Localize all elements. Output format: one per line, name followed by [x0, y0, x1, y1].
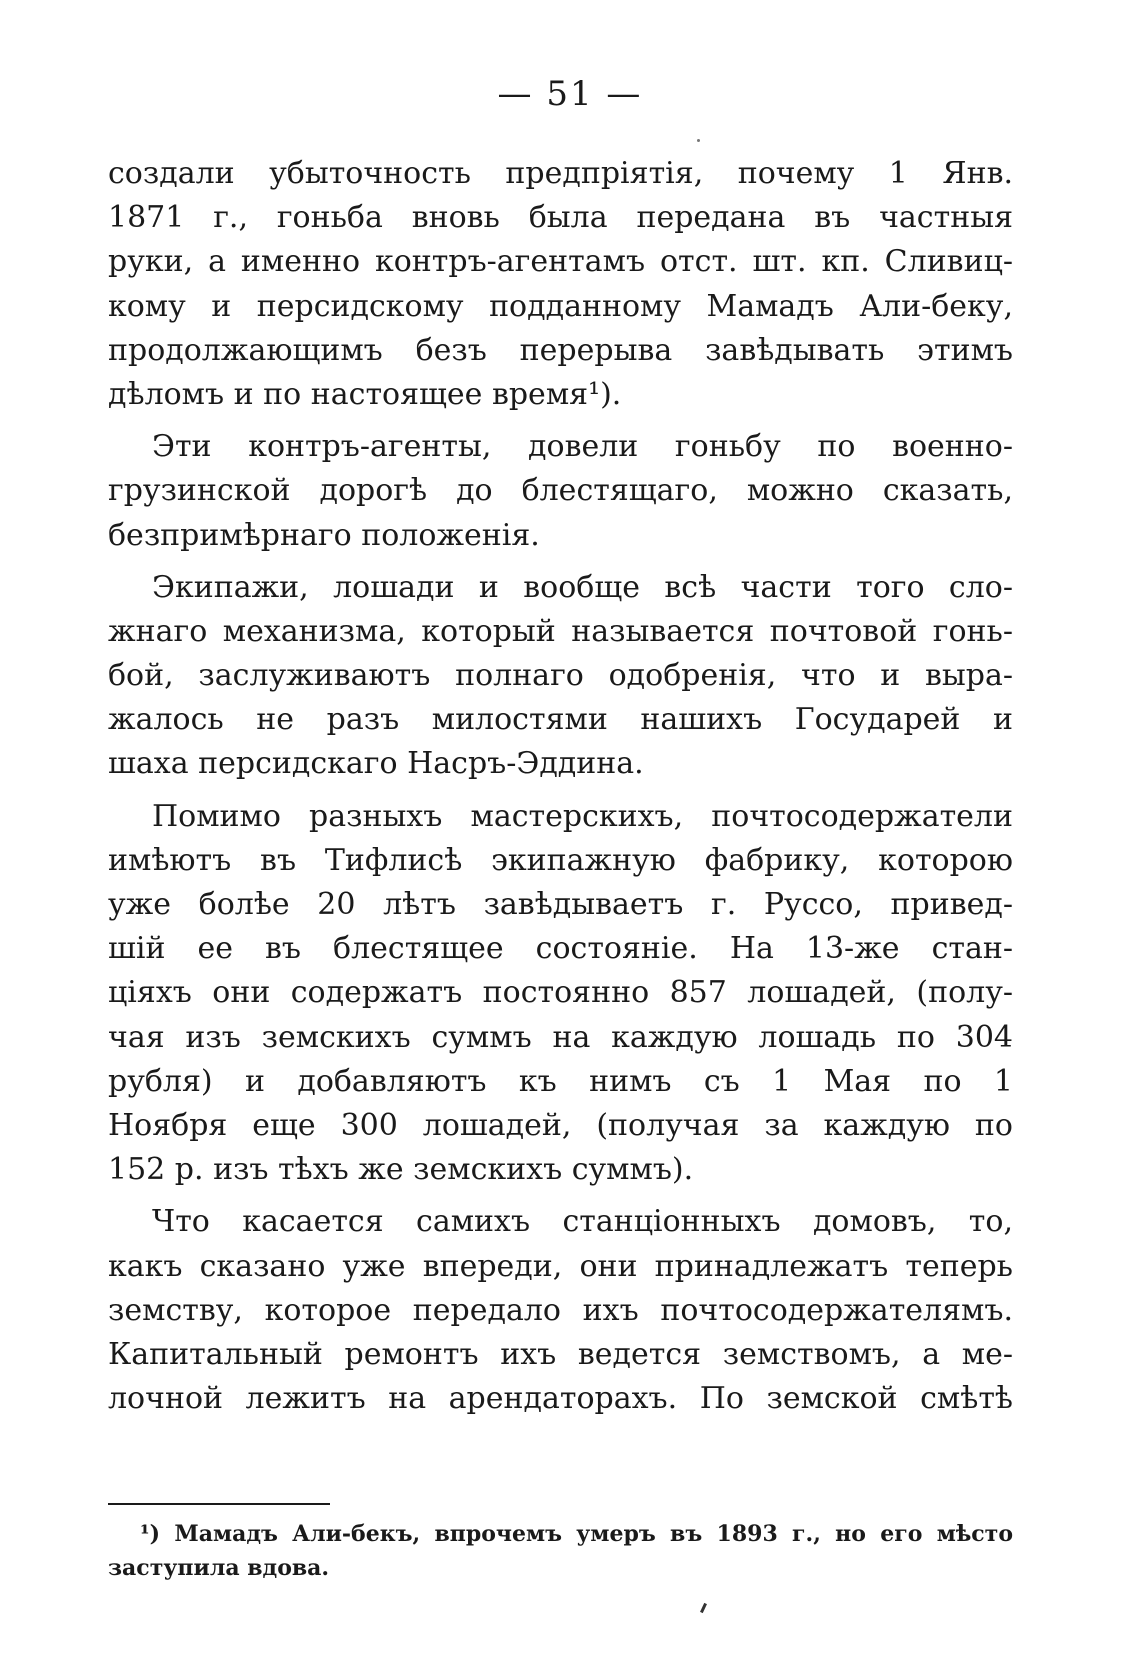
text-line: жалось не разъ милостями нашихъ Государей и — [108, 702, 1013, 738]
text-line: уже болѣе 20 лѣтъ завѣдываетъ г. Руссо, привед- — [108, 887, 1013, 922]
text-line: чая изъ земскихъ суммъ на каждую лошадь по 304 — [108, 1019, 1013, 1055]
text-line: имѣютъ въ Тифлисѣ экипажную фабрику, которою — [108, 842, 1013, 878]
text-line: ціяхъ они содержатъ постоянно 857 лошадей, (полу- — [108, 975, 1013, 1011]
text-line: безпримѣрнаго положенія. — [108, 517, 540, 553]
text-line: какъ сказано уже впереди, они принадлежатъ теперь — [108, 1248, 1013, 1284]
footnote-line: заступила вдова. — [108, 1555, 330, 1581]
text-line: 152 р. изъ тѣхъ же земскихъ суммъ). — [108, 1152, 694, 1188]
footnote-line: ¹) Мамадъ Али-бекъ, впрочемъ умеръ въ 1893 г., но его мѣсто — [140, 1521, 1013, 1547]
text-line: лочной лежитъ на арендаторахъ. По земской смѣтѣ — [108, 1381, 1013, 1417]
text-line: 1871 г., гоньба вновь была передана въ частныя — [108, 200, 1013, 236]
text-line: Ноября еще 300 лошадей, (получая за каждую по — [108, 1107, 1013, 1143]
text-line: создали убыточность предпріятія, почему 1 Янв. — [108, 156, 1013, 191]
text-line: дѣломъ и по настоящее время¹). — [108, 376, 622, 412]
footnote-divider — [108, 1503, 330, 1505]
text-line: грузинской дорогѣ до блестящаго, можно сказать, — [108, 473, 1013, 509]
text-line: земству, которое передало ихъ почтосодержателямъ. — [108, 1292, 1013, 1328]
text-line: шаха персидскаго Насръ-Эддина. — [108, 746, 644, 782]
text-line: Капитальный ремонтъ ихъ ведется земствомъ, а ме- — [108, 1336, 1013, 1372]
page-number: — 51 — — [497, 74, 643, 114]
text-line: руки, а именно контръ-агентамъ отст. шт. кп. Сливиц- — [108, 244, 1013, 280]
text-line: Помимо разныхъ мастерскихъ, почтосодержатели — [152, 798, 1013, 834]
print-mark — [700, 1603, 707, 1613]
print-speck — [697, 139, 700, 142]
text-line: рубля) и добавляютъ къ нимъ съ 1 Мая по 1 — [108, 1063, 1013, 1099]
text-line: Эти контръ-агенты, довели гоньбу по военно- — [152, 429, 1013, 465]
footnotes — [108, 1517, 1013, 1585]
text-line: шій ее въ блестящее состояніе. На 13-же стан- — [108, 931, 1013, 967]
text-line: продолжающимъ безъ перерыва завѣдывать этимъ — [108, 332, 1013, 368]
body-text — [108, 152, 1013, 1421]
text-line: жнаго механизма, который называется почтовой гонь- — [108, 613, 1013, 649]
text-line: бой, заслуживаютъ полнаго одобренія, что и выра- — [108, 658, 1013, 694]
text-line: Экипажи, лошади и вообще всѣ части того сло- — [152, 569, 1013, 605]
text-line: кому и персидскому подданному Мамадъ Али-беку, — [108, 288, 1013, 324]
text-line: Что касается самихъ станціонныхъ домовъ, то, — [152, 1204, 1013, 1240]
